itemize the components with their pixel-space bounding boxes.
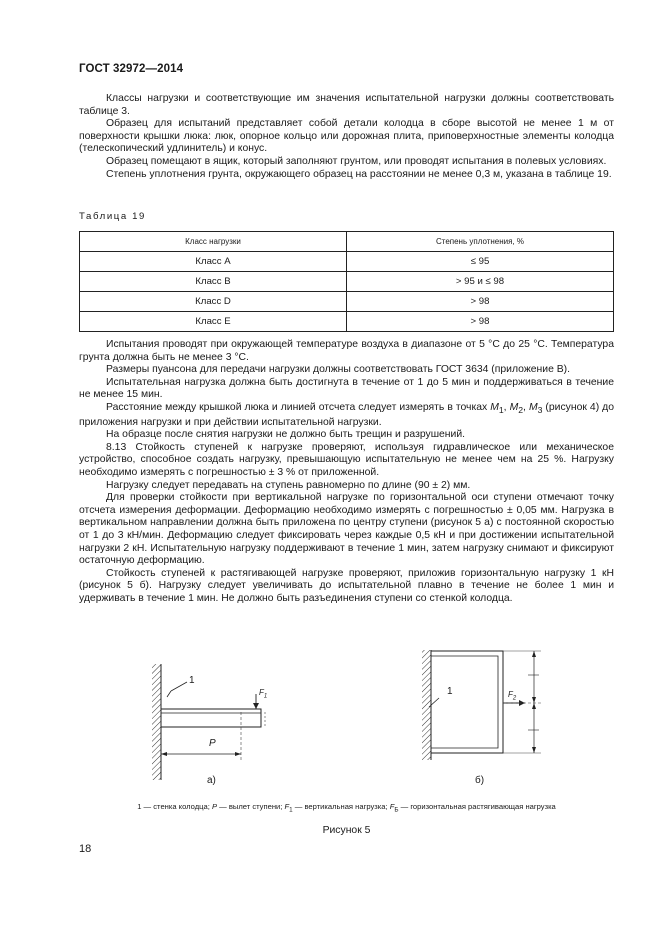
caption-a: а) — [207, 775, 216, 786]
force-label-a: $F_1$ — [259, 688, 268, 700]
table-row — [80, 252, 614, 272]
force-label-b: $F_2$ — [508, 690, 517, 702]
table-cell: > 98 — [347, 292, 614, 312]
top-paragraphs — [79, 93, 614, 181]
column-header-load-class: Класс нагрузки — [80, 232, 347, 252]
document-header: ГОСТ 32972—2014 — [79, 63, 184, 75]
paragraph: На образце после снятия нагрузки не должно быть трещин и разрушений. — [106, 429, 466, 441]
table-19 — [79, 231, 614, 332]
table-cell: ≤ 95 — [347, 252, 614, 272]
paragraph: Для проверки стойкости при вертикальной нагрузке по горизонтальной оси ступени отмечают точку отсчета измерения деформации. Деформацию необходимо измерять с погрешностью ± 0,05 мм. Нагрузка в вертикальном направлении должна быть приложена по центру ступени (рисунок 5 а) с постоянной скоростью от 1 до 3 кН/мин. Деформацию следует фиксировать через каждые 0,5 кН и при достижении испытательной нагрузки 2 кН. Испытательную нагрузку поддерживают в течение 1 мин, затем нагрузку снимают и фиксируют остаточную деформацию. — [79, 492, 614, 567]
bottom-paragraphs — [79, 339, 614, 606]
dimension-label-p: P — [209, 738, 216, 749]
table-cell: Класс В — [80, 272, 347, 292]
callout-1-b: 1 — [447, 686, 453, 697]
table-row — [80, 292, 614, 312]
page-number: 18 — [79, 843, 92, 855]
paragraph: Испытательная нагрузка должна быть достигнута в течение от 1 до 5 мин и поддерживаться в течение не менее 15 мин. — [79, 376, 614, 401]
table-cell: Класс D — [80, 292, 347, 312]
caption-b: б) — [475, 775, 485, 786]
figure-drawing — [79, 650, 614, 790]
callout-1-a: 1 — [189, 675, 195, 686]
figure-legend: 1 — стенка колодца; P — вылет ступени; $F_1$ — вертикальная нагрузка; $F_Б$ — горизонтальная растягивающая нагрузка — [137, 802, 556, 814]
step-outer-b — [431, 651, 503, 753]
table-row — [80, 272, 614, 292]
table-cell: > 95 и ≤ 98 — [347, 272, 614, 292]
step-a — [161, 709, 261, 727]
wall-hatch-b — [422, 650, 431, 760]
paragraph: Образец для испытаний представляет собой детали колодца в сборе высотой не менее 1 м от поверхности крышки люка: люк, опорное кольцо или дорожная плита, приповерхностные элементы колодца (телескопический удлинитель) и конус. — [79, 118, 614, 155]
table-cell: > 98 — [347, 312, 614, 332]
paragraph: Размеры пуансона для передачи нагрузки должны соответствовать ГОСТ 3634 (приложение В). — [106, 364, 571, 376]
paragraph: Испытания проводят при окружающей температуре воздуха в диапазоне от 5 °С до 25 °С. Температура грунта должна быть не менее 3 °С. — [79, 339, 614, 363]
figure-title: Рисунок 5 — [322, 825, 371, 836]
callout-leader-a — [171, 682, 187, 691]
paragraph-measure-points: Расстояние между крышкой люка и линией отсчета следует измерять в точках $M_1$, $M_2$, $M_3$ (рисунок 4) до приложения нагрузки и при действии испытательной нагрузки. — [79, 401, 614, 428]
table-caption: Таблица 19 — [79, 211, 146, 222]
paragraph: 8.13 Стойкость ступеней к нагрузке проверяют, используя гидравлическое или механическое устройство, способное создать нагрузку, превышающую испытательную не менее чем на 25 %. Нагрузку необходимо измерять с погрешностью ± 3 % от приложенной. — [79, 441, 614, 479]
paragraph: Нагрузку следует передавать на ступень равномерно по длине (90 ± 2) мм. — [106, 479, 471, 491]
paragraph: Степень уплотнения грунта, окружающего образец на расстоянии не менее 0,3 м, указана в таблице 19. — [106, 168, 612, 180]
step-inner-b — [431, 656, 498, 748]
table-header-row — [80, 232, 614, 252]
paragraph: Классы нагрузки и соответствующие им значения испытательной нагрузки должны соответствовать таблице 3. — [79, 93, 614, 117]
table-row — [80, 312, 614, 332]
column-header-compaction: Степень уплотнения, % — [347, 232, 614, 252]
wall-hatch-a — [152, 664, 161, 780]
table-cell: Класс А — [80, 252, 347, 272]
table-cell: Класс Е — [80, 312, 347, 332]
figure-5 — [79, 650, 614, 790]
paragraph: Образец помещают в ящик, который заполняют грунтом, или проводят испытания в полевых условиях. — [106, 155, 607, 167]
paragraph: Стойкость ступеней к растягивающей нагрузке проверяют, приложив горизонтальную нагрузку 1 кН (рисунок 5 б). Нагрузку следует увеличивать до испытательной плавно в течение не более 1 мин и удерживать в течение 1 мин. Не должно быть разъединения ступени со стенкой колодца. — [79, 567, 614, 604]
